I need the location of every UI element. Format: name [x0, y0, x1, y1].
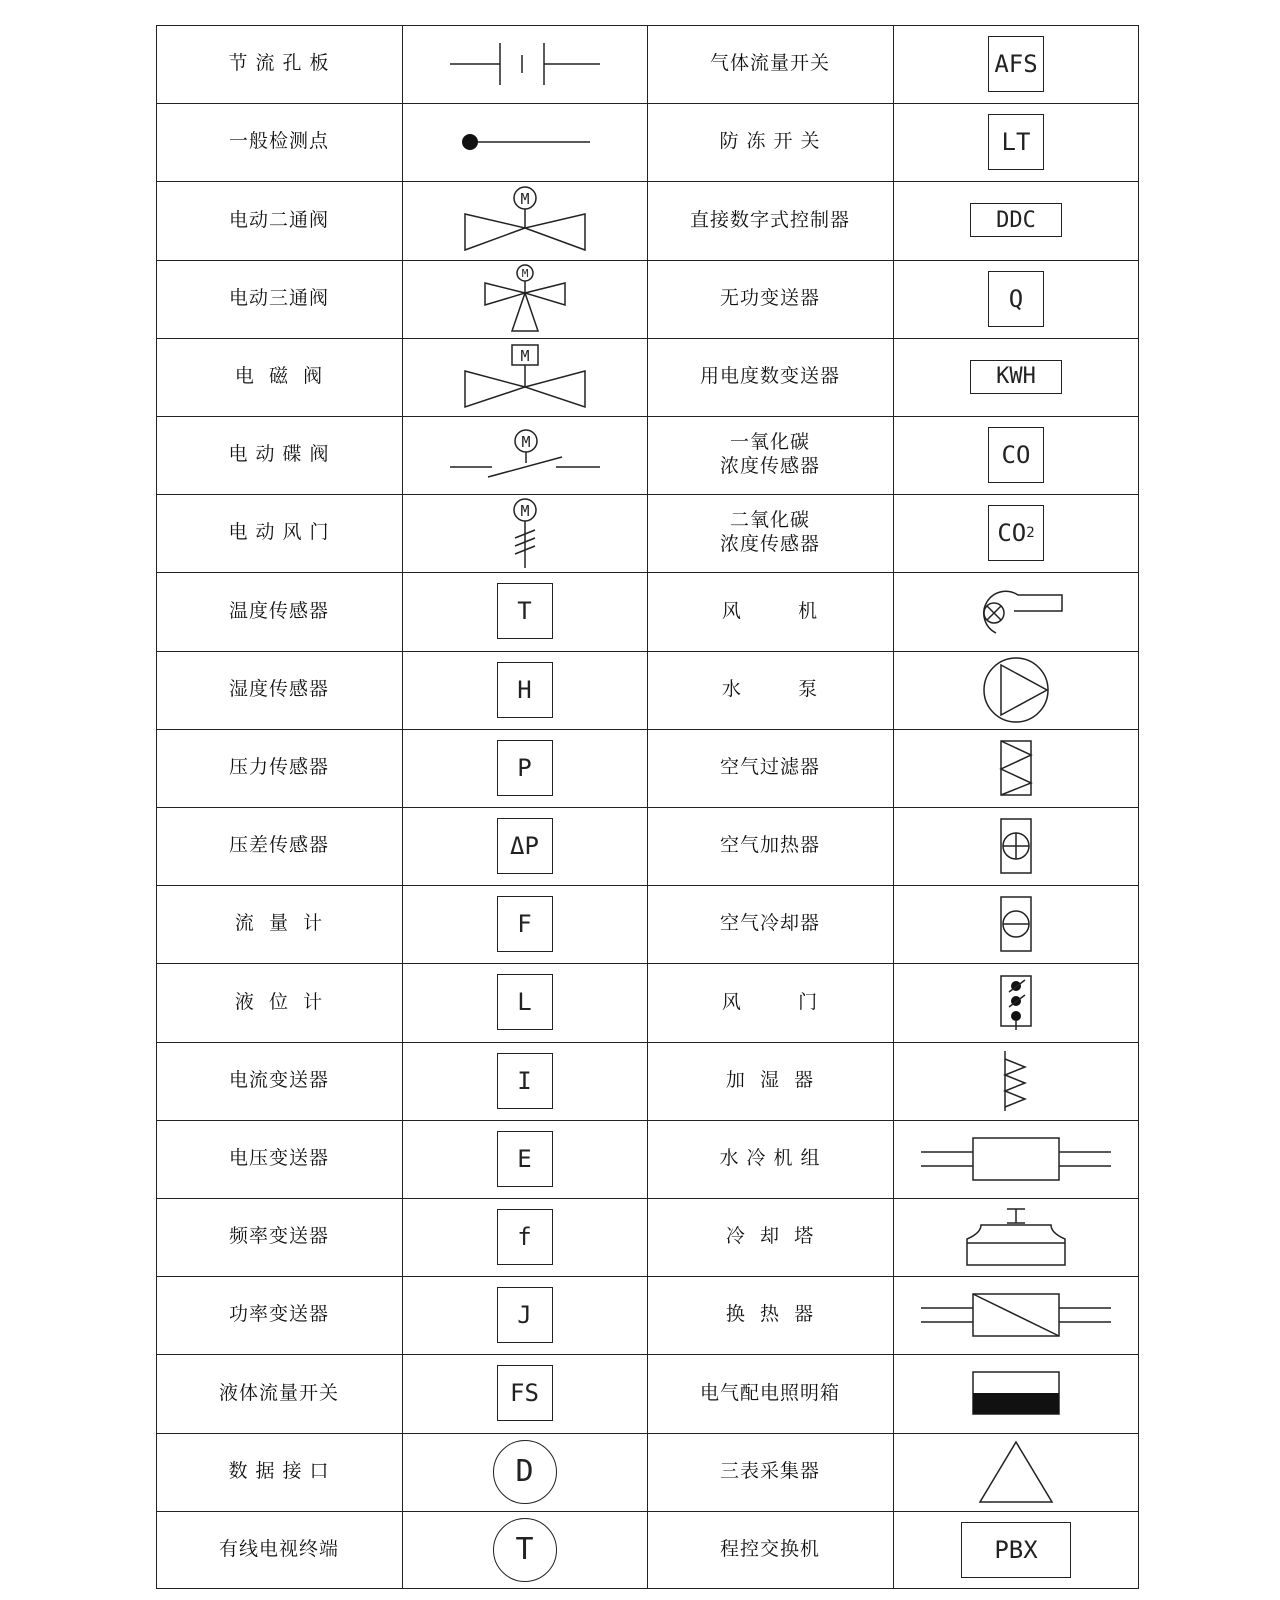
right-name-cell	[647, 416, 893, 494]
fan-icon	[966, 585, 1066, 637]
symbol-text: PBX	[994, 1535, 1038, 1564]
svg-text:M: M	[519, 502, 530, 521]
item-label: 水 冷 机 组	[719, 1146, 821, 1169]
left-name-cell	[156, 1354, 402, 1432]
right-name-cell	[647, 1276, 893, 1354]
sensor-symbol-box	[988, 114, 1044, 170]
item-label: 有线电视终端	[218, 1537, 339, 1560]
pump-icon	[981, 655, 1051, 725]
left-symbol-cell	[402, 494, 647, 572]
item-label: 频率变送器	[228, 1225, 329, 1248]
left-symbol-cell	[402, 651, 647, 729]
item-label: 电流变送器	[228, 1068, 329, 1091]
legend-row	[156, 729, 1139, 807]
motor-damper-icon	[505, 496, 545, 570]
symbol-text: I	[517, 1066, 532, 1095]
left-name-cell	[156, 1042, 402, 1120]
right-symbol-cell	[893, 1511, 1139, 1589]
svg-text:M: M	[521, 266, 528, 280]
right-symbol-cell	[893, 963, 1139, 1041]
symbol-subscript: 2	[1026, 525, 1035, 542]
left-name-cell	[156, 807, 402, 885]
right-name-cell	[647, 807, 893, 885]
item-label	[720, 509, 820, 557]
left-name-cell	[156, 1511, 402, 1589]
left-symbol-cell	[402, 181, 647, 259]
sensor-symbol-box	[988, 427, 1044, 483]
item-label: 无功变送器	[719, 286, 820, 309]
symbol-text: ΔP	[510, 832, 539, 860]
solenoid-valve-icon	[460, 341, 590, 413]
legend-row	[156, 1354, 1139, 1432]
left-symbol-cell	[402, 963, 647, 1041]
item-label: 水 泵	[721, 677, 819, 700]
symbol-text: P	[517, 753, 532, 782]
item-label: 空气加热器	[719, 834, 820, 857]
label-line-1: 一氧化碳	[729, 431, 810, 454]
right-symbol-cell	[893, 1042, 1139, 1120]
right-name-cell	[647, 1120, 893, 1198]
item-label: 三表采集器	[719, 1459, 820, 1482]
svg-text:M: M	[519, 346, 530, 365]
sensor-symbol-box	[497, 583, 553, 639]
item-label: 湿度传感器	[228, 677, 329, 700]
symbol-text: T	[517, 597, 532, 626]
label-line-2: 浓度传感器	[719, 533, 820, 556]
sensor-symbol-box	[497, 740, 553, 796]
left-symbol-cell	[402, 25, 647, 103]
symbol-text: CO	[997, 519, 1027, 548]
air-filter-icon	[999, 739, 1033, 797]
item-label: 冷 却 塔	[725, 1225, 815, 1248]
pbx-symbol-box	[961, 1522, 1071, 1578]
right-symbol-cell	[893, 1120, 1139, 1198]
label-line-2: 浓度传感器	[719, 455, 820, 477]
legend-row	[156, 1198, 1139, 1276]
symbol-text: f	[517, 1223, 532, 1251]
left-name-cell	[156, 338, 402, 416]
symbol-legend-table	[156, 25, 1139, 1589]
right-symbol-cell	[893, 807, 1139, 885]
legend-row	[156, 338, 1139, 416]
sensor-symbol-box	[497, 974, 553, 1030]
right-symbol-cell	[893, 572, 1139, 650]
item-label: 空气过滤器	[719, 755, 820, 778]
right-name-cell	[647, 1354, 893, 1432]
item-label: 用电度数变送器	[699, 364, 840, 387]
right-symbol-cell	[893, 651, 1139, 729]
right-name-cell	[647, 181, 893, 259]
symbol-text: AFS	[994, 50, 1038, 78]
item-label: 电气配电照明箱	[699, 1381, 840, 1404]
orifice-plate-icon	[450, 39, 600, 89]
item-label: 电 动 风 门	[228, 521, 330, 544]
water-chiller-icon	[921, 1134, 1111, 1184]
symbol-text: CO	[1001, 441, 1031, 469]
left-symbol-cell	[402, 1042, 647, 1120]
item-label: 防 冻 开 关	[719, 130, 821, 153]
item-label: 数 据 接 口	[228, 1459, 330, 1482]
sensor-symbol-box	[497, 1131, 553, 1187]
right-symbol-cell	[893, 338, 1139, 416]
left-name-cell	[156, 885, 402, 963]
right-name-cell	[647, 1433, 893, 1511]
item-label: 压力传感器	[228, 755, 329, 778]
sensor-symbol-box	[497, 662, 553, 718]
item-label: 液 位 计	[234, 990, 324, 1013]
left-symbol-cell	[402, 338, 647, 416]
symbol-text: FS	[510, 1379, 539, 1408]
symbol-text: F	[517, 910, 532, 939]
legend-row	[156, 416, 1139, 494]
controller-symbol-box	[970, 360, 1062, 394]
left-symbol-cell	[402, 260, 647, 338]
item-label: 功率变送器	[228, 1303, 329, 1326]
item-label: 温度传感器	[228, 599, 329, 622]
distribution-box-icon	[971, 1370, 1061, 1416]
item-label: 节 流 孔 板	[228, 52, 330, 75]
motor-butterfly-valve-icon	[450, 425, 600, 485]
legend-row	[156, 963, 1139, 1041]
controller-symbol-box	[970, 203, 1062, 237]
left-symbol-cell	[402, 1198, 647, 1276]
circle-symbol	[493, 1440, 557, 1504]
left-symbol-cell	[402, 807, 647, 885]
sensor-symbol-box	[497, 1053, 553, 1109]
left-name-cell	[156, 572, 402, 650]
item-label: 风 机	[721, 599, 819, 622]
legend-row	[156, 651, 1139, 729]
right-name-cell	[647, 729, 893, 807]
legend-row	[156, 1042, 1139, 1120]
detection-point-icon	[460, 127, 590, 157]
right-name-cell	[647, 572, 893, 650]
left-name-cell	[156, 1433, 402, 1511]
sensor-symbol-box	[988, 271, 1044, 327]
right-symbol-cell	[893, 181, 1139, 259]
sensor-symbol-box	[497, 1365, 553, 1421]
left-name-cell	[156, 1120, 402, 1198]
left-symbol-cell	[402, 1511, 647, 1589]
legend-row	[156, 181, 1139, 259]
left-symbol-cell	[402, 416, 647, 494]
legend-row	[156, 260, 1139, 338]
label-line-1: 二氧化碳	[729, 509, 810, 532]
legend-row	[156, 25, 1139, 103]
legend-row	[156, 103, 1139, 181]
air-cooler-icon	[999, 895, 1033, 953]
sensor-symbol-box	[497, 1287, 553, 1343]
svg-text:M: M	[519, 190, 530, 209]
left-name-cell	[156, 963, 402, 1041]
left-name-cell	[156, 260, 402, 338]
item-label: 风 门	[721, 990, 819, 1013]
humidifier-icon	[999, 1049, 1033, 1113]
right-symbol-cell	[893, 1354, 1139, 1432]
right-symbol-cell	[893, 416, 1139, 494]
left-symbol-cell	[402, 729, 647, 807]
item-label: 电 动 碟 阀	[228, 443, 330, 466]
left-symbol-cell	[402, 1433, 647, 1511]
item-label: 液体流量开关	[218, 1381, 339, 1404]
symbol-text: KWH	[996, 364, 1036, 390]
left-name-cell	[156, 494, 402, 572]
symbol-text: T	[515, 1532, 534, 1568]
right-symbol-cell	[893, 25, 1139, 103]
left-name-cell	[156, 416, 402, 494]
left-name-cell	[156, 181, 402, 259]
symbol-text: J	[517, 1301, 532, 1330]
item-label: 流 量 计	[234, 912, 324, 935]
item-label: 气体流量开关	[709, 52, 830, 75]
left-symbol-cell	[402, 1354, 647, 1432]
sensor-symbol-box	[497, 896, 553, 952]
symbol-text: H	[517, 675, 532, 704]
item-label: 空气冷却器	[719, 912, 820, 935]
legend-row	[156, 494, 1139, 572]
air-heater-icon	[999, 817, 1033, 875]
legend-row	[156, 885, 1139, 963]
right-symbol-cell	[893, 1276, 1139, 1354]
item-label: 电压变送器	[228, 1146, 329, 1169]
item-label: 直接数字式控制器	[689, 208, 850, 231]
legend-row	[156, 1276, 1139, 1354]
left-symbol-cell	[402, 103, 647, 181]
right-name-cell	[647, 1042, 893, 1120]
right-name-cell	[647, 494, 893, 572]
right-name-cell	[647, 338, 893, 416]
left-name-cell	[156, 25, 402, 103]
sensor-symbol-box	[497, 818, 553, 874]
sensor-symbol-box	[497, 1209, 553, 1265]
left-symbol-cell	[402, 1120, 647, 1198]
left-symbol-cell	[402, 885, 647, 963]
item-label	[720, 431, 820, 479]
right-name-cell	[647, 260, 893, 338]
left-name-cell	[156, 729, 402, 807]
symbol-text: Q	[1008, 284, 1024, 313]
left-name-cell	[156, 103, 402, 181]
left-symbol-cell	[402, 572, 647, 650]
collector-triangle-icon	[976, 1438, 1056, 1506]
legend-row	[156, 1433, 1139, 1511]
heat-exchanger-icon	[921, 1290, 1111, 1340]
motor-three-way-valve-icon	[480, 263, 570, 335]
symbol-text: DDC	[996, 207, 1036, 233]
right-name-cell	[647, 651, 893, 729]
item-label: 电 磁 阀	[234, 364, 324, 387]
right-name-cell	[647, 25, 893, 103]
item-label: 换 热 器	[725, 1303, 815, 1326]
legend-row	[156, 1511, 1139, 1589]
right-symbol-cell	[893, 1198, 1139, 1276]
symbol-text: D	[515, 1454, 534, 1490]
right-name-cell	[647, 103, 893, 181]
left-name-cell	[156, 1198, 402, 1276]
right-name-cell	[647, 963, 893, 1041]
legend-row	[156, 1120, 1139, 1198]
cooling-tower-icon	[961, 1205, 1071, 1269]
left-symbol-cell	[402, 1276, 647, 1354]
item-label: 电动三通阀	[228, 286, 329, 309]
right-symbol-cell	[893, 729, 1139, 807]
circle-symbol	[493, 1518, 557, 1582]
right-symbol-cell	[893, 1433, 1139, 1511]
motor-two-way-valve-icon	[460, 184, 590, 256]
air-damper-icon	[999, 974, 1033, 1030]
right-symbol-cell	[893, 885, 1139, 963]
right-name-cell	[647, 1198, 893, 1276]
item-label: 加 湿 器	[725, 1068, 815, 1091]
symbol-text: L	[517, 988, 532, 1017]
symbol-text: LT	[1001, 128, 1031, 157]
svg-text:M: M	[520, 433, 531, 451]
legend-row	[156, 572, 1139, 650]
item-label: 一般检测点	[228, 130, 329, 153]
right-name-cell	[647, 885, 893, 963]
symbol-text: E	[517, 1144, 532, 1173]
left-name-cell	[156, 651, 402, 729]
legend-row	[156, 807, 1139, 885]
right-symbol-cell	[893, 103, 1139, 181]
sensor-symbol-box	[988, 36, 1044, 92]
left-name-cell	[156, 1276, 402, 1354]
right-symbol-cell	[893, 494, 1139, 572]
item-label: 电动二通阀	[228, 208, 329, 231]
item-label: 程控交换机	[719, 1537, 820, 1560]
item-label: 压差传感器	[228, 834, 329, 857]
right-name-cell	[647, 1511, 893, 1589]
sensor-symbol-box	[988, 505, 1044, 561]
right-symbol-cell	[893, 260, 1139, 338]
